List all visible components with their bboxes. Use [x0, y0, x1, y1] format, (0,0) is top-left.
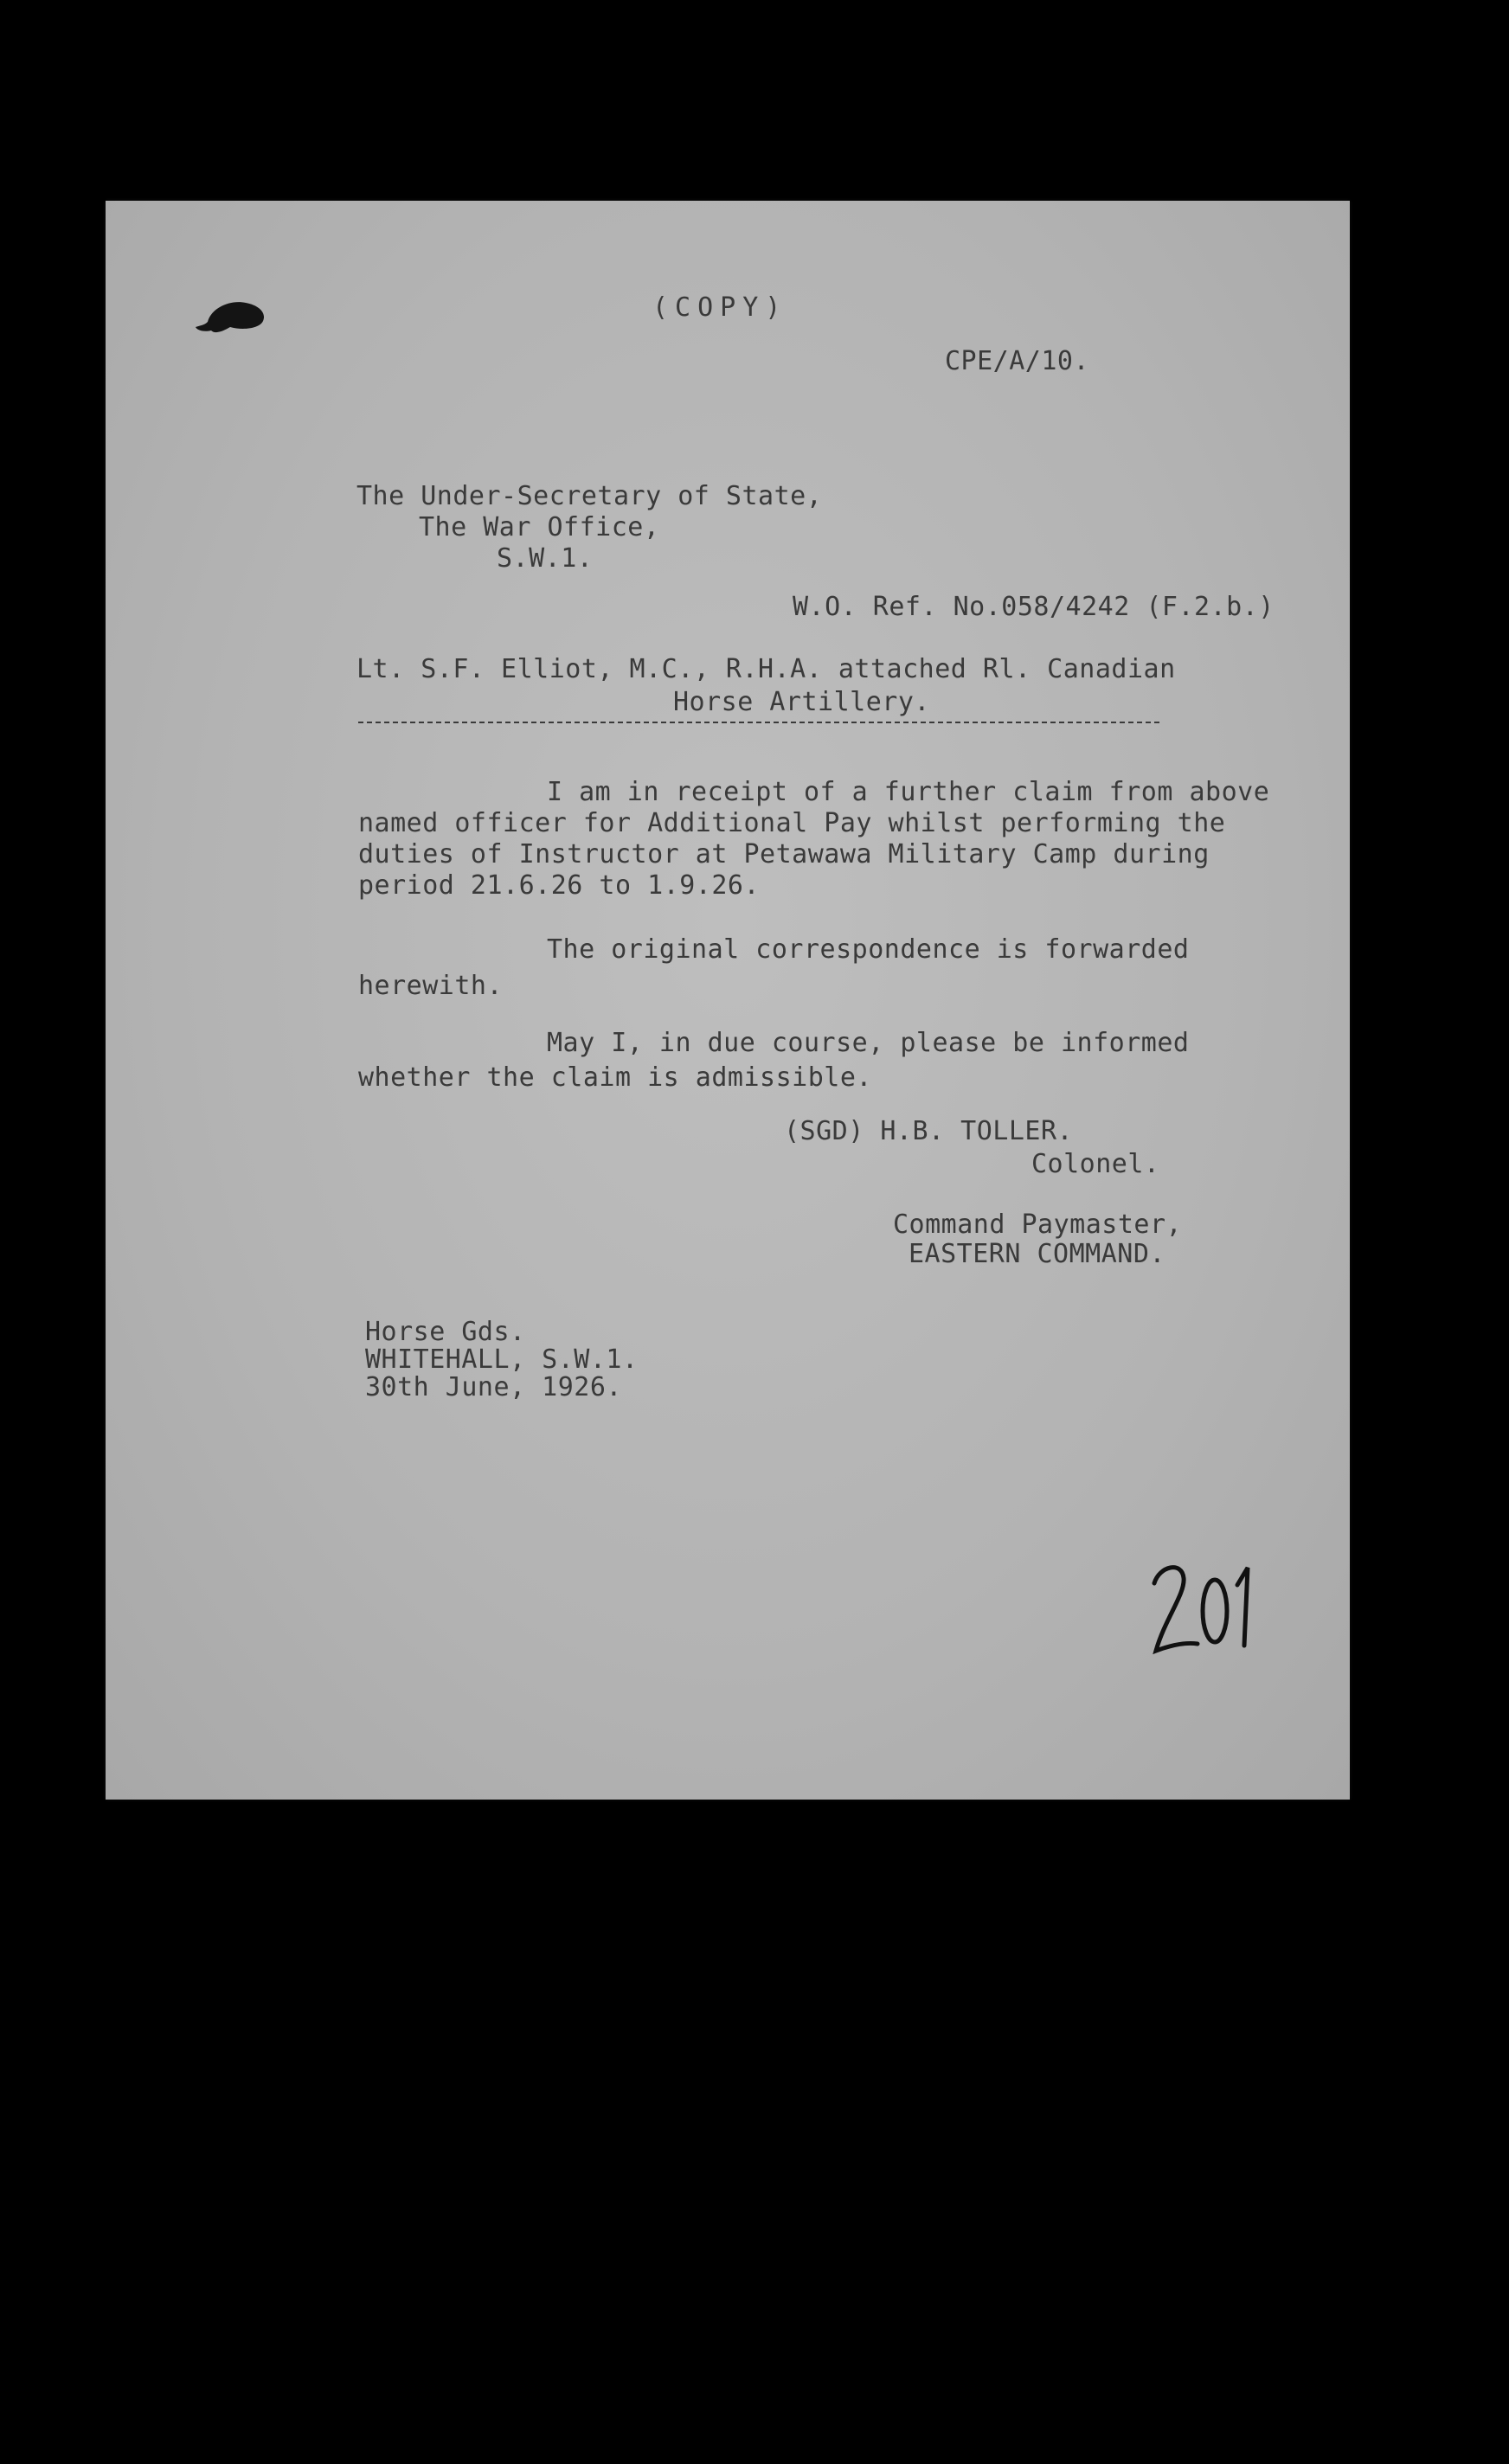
sender-address-line-2: WHITEHALL, S.W.1. [365, 1344, 639, 1375]
body-paragraph-1-line-3: duties of Instructor at Petawawa Military Camp during [358, 839, 1210, 869]
signature-title-line-2: EASTERN COMMAND. [909, 1239, 1165, 1269]
signature-signed: (SGD) H.B. TOLLER. [784, 1116, 1074, 1146]
folio-number-handwritten [1147, 1549, 1260, 1670]
body-paragraph-1-line-4: period 21.6.26 to 1.9.26. [358, 870, 761, 901]
subject-line-1: Lt. S.F. Elliot, M.C., R.H.A. attached Rl. Canadian [356, 654, 1176, 684]
body-paragraph-1-line-1: I am in receipt of a further claim from above [547, 777, 1270, 807]
addressee-line-1: The Under-Secretary of State, [356, 481, 823, 511]
body-paragraph-2-line-1: The original correspondence is forwarded [547, 934, 1190, 965]
subject-line-2: Horse Artillery. [673, 687, 930, 717]
copy-heading: (COPY) [652, 292, 788, 323]
sender-address-line-1: Horse Gds. [365, 1317, 526, 1347]
sender-address-line-3: 30th June, 1926. [365, 1372, 622, 1402]
body-paragraph-2-line-2: herewith. [358, 971, 504, 1001]
signature-title-line-1: Command Paymaster, [893, 1210, 1183, 1240]
body-paragraph-3-line-1: May I, in due course, please be informed [547, 1028, 1190, 1058]
document-page [106, 201, 1350, 1800]
folio-number-text: 201 [1147, 1549, 1149, 1550]
body-paragraph-1-line-2: named officer for Additional Pay whilst performing the [358, 808, 1226, 838]
signature-rank: Colonel. [1031, 1149, 1160, 1179]
file-reference: CPE/A/10. [945, 346, 1090, 376]
ink-blot-mark [192, 292, 275, 339]
wo-reference: W.O. Ref. No.058/4242 (F.2.b.) [793, 592, 1275, 622]
addressee-line-3: S.W.1. [497, 543, 594, 574]
body-paragraph-3-line-2: whether the claim is admissible. [358, 1062, 872, 1093]
addressee-line-2: The War Office, [419, 512, 660, 542]
subject-underline [358, 722, 1159, 723]
